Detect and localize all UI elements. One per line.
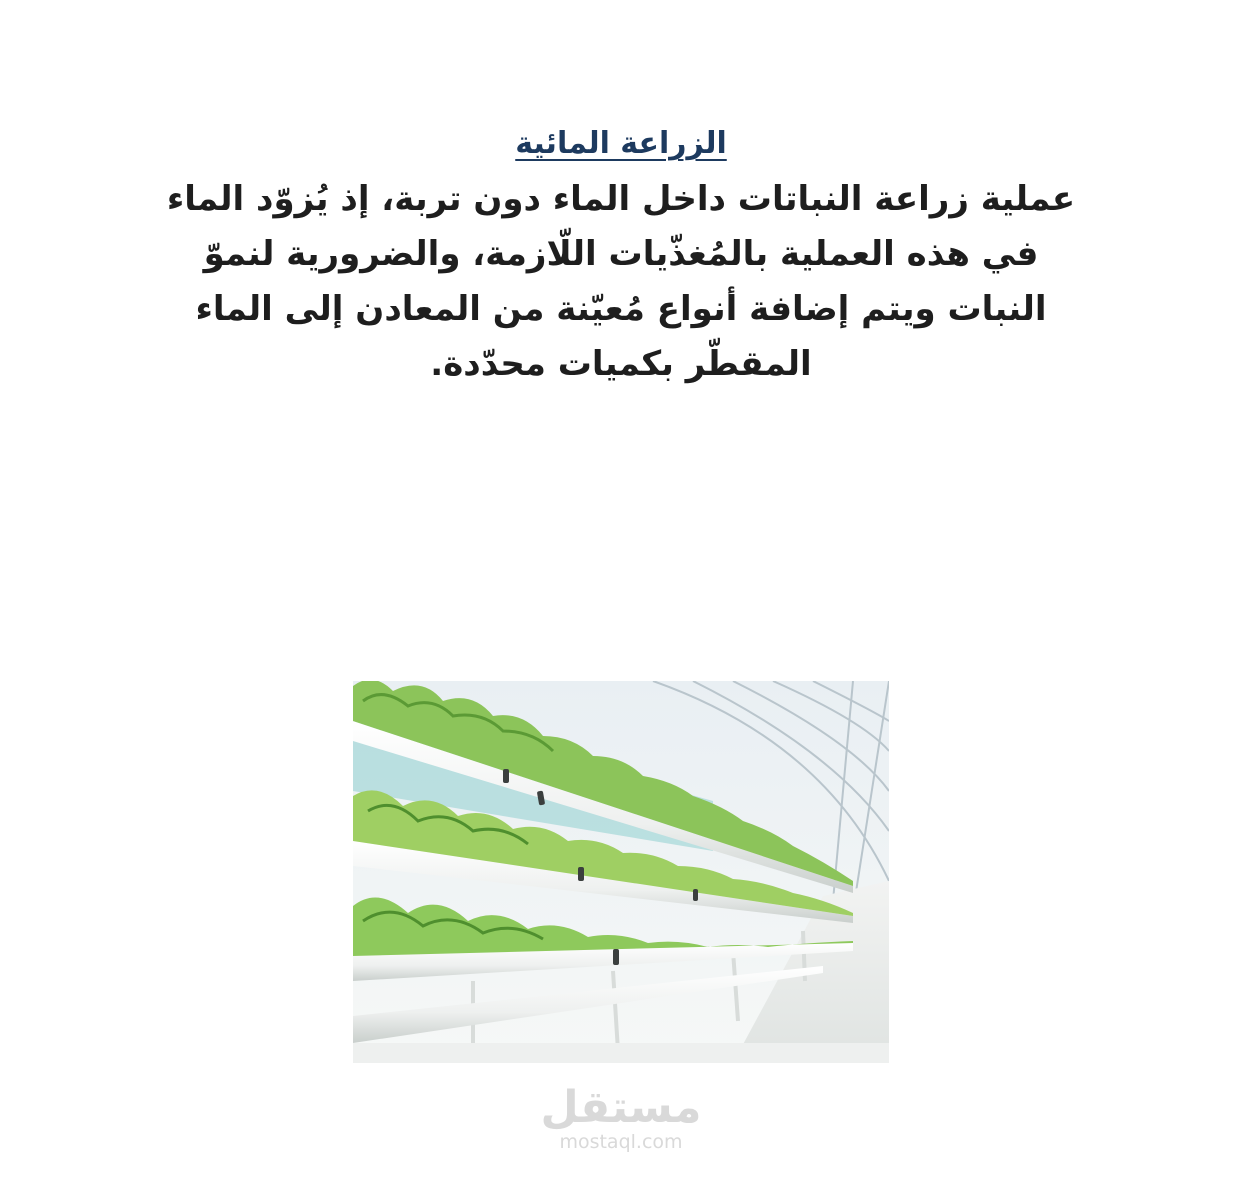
hydroponics-illustration bbox=[353, 681, 889, 1063]
document-paragraph: عملية زراعة النباتات داخل الماء دون تربة، إذ يُزوّد الماء في هذه العملية بالمُغذّيات اللّازمة، والضرورية لنموّ النبات ويتم إضافة أنواع مُعيّنة من المعادن إلى الماء المقطّر بكميات محدّدة. bbox=[166, 179, 1076, 384]
mostaql-watermark bbox=[521, 1080, 721, 1152]
document-title bbox=[0, 124, 1242, 164]
hydroponics-photo bbox=[353, 681, 889, 1063]
watermark-url: mostaql.com bbox=[559, 1131, 683, 1153]
document-title-text: الزراعة المائية bbox=[515, 126, 727, 161]
watermark-logo: مستقل bbox=[540, 1082, 702, 1133]
